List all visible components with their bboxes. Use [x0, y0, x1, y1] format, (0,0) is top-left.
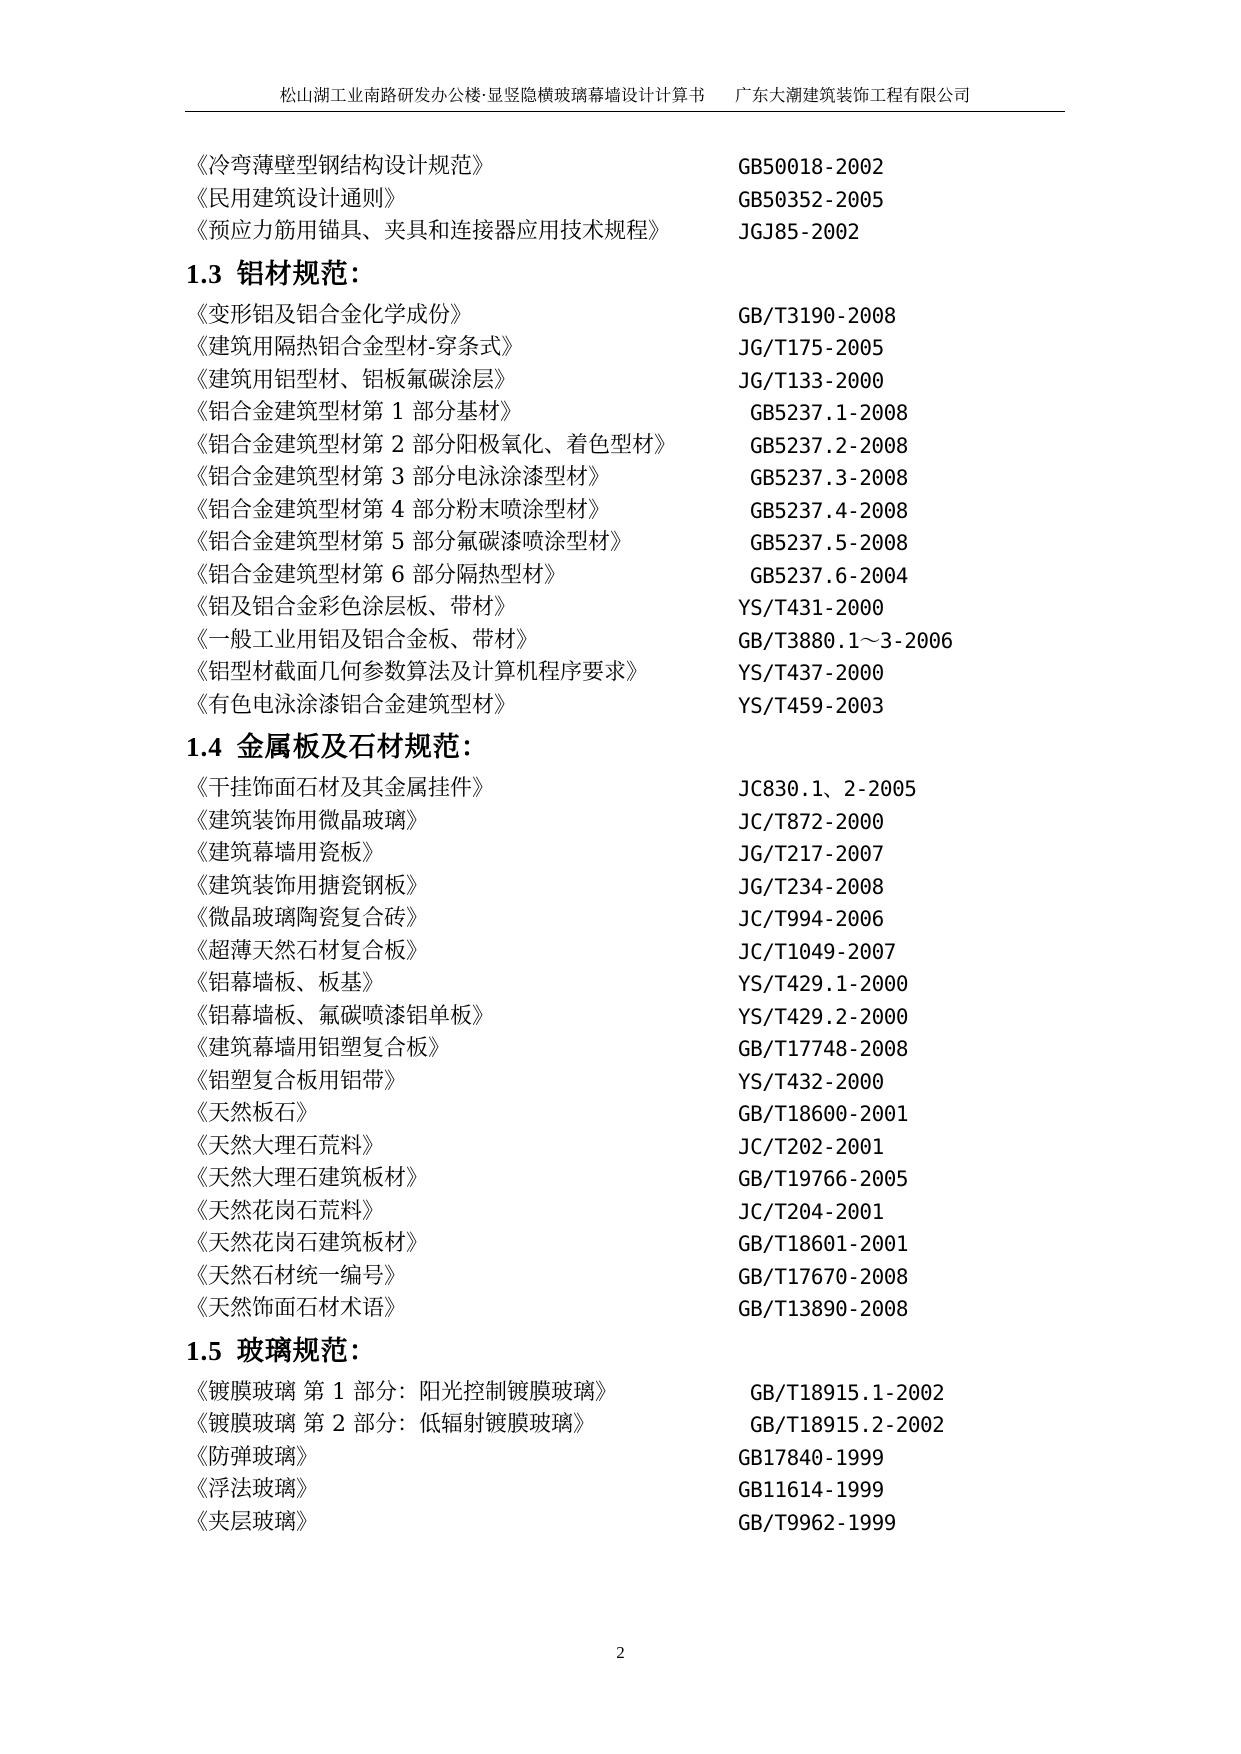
- standard-code: JG/T133-2000: [738, 368, 884, 393]
- section-title: 玻璃规范：: [236, 1335, 377, 1366]
- standard-row: [186, 1098, 1066, 1131]
- standard-row: [186, 592, 1066, 625]
- standard-row: [186, 657, 1066, 690]
- standard-code: GB5237.6-2004: [750, 563, 908, 588]
- standard-title: 《建筑装饰用搪瓷钢板》: [186, 873, 429, 899]
- standard-row: [186, 462, 1066, 495]
- standard-row: [186, 1163, 1066, 1196]
- standard-title: 《建筑幕墙用铝塑复合板》: [186, 1036, 451, 1061]
- standard-row: [186, 1001, 1066, 1034]
- standard-title: 《浮法玻璃》: [186, 1477, 319, 1502]
- standard-title: 《干挂饰面石材及其金属挂件》: [186, 776, 495, 801]
- standard-title: 《铝合金建筑型材第 2 部分阳极氧化、着色型材》: [186, 432, 676, 458]
- standard-code: GB17840-1999: [738, 1445, 884, 1470]
- standard-code: JGJ85-2002: [738, 220, 860, 244]
- standard-row: [186, 397, 1066, 430]
- standard-code: YS/T429.2-2000: [738, 1004, 909, 1029]
- standard-row: [186, 968, 1066, 1001]
- standard-title: 《铝塑复合板用铝带》: [186, 1068, 407, 1094]
- standard-code: GB5237.1-2008: [750, 401, 908, 425]
- page-header: [185, 82, 1065, 112]
- header-document-title: 松山湖工业南路研发办公楼·显竖隐横玻璃幕墙设计计算书: [279, 86, 706, 105]
- standard-row: [186, 527, 1066, 560]
- standard-row: [186, 871, 1066, 904]
- standard-code: GB/T18600-2001: [738, 1102, 909, 1126]
- standard-title: 《微晶玻璃陶瓷复合砖》: [186, 906, 429, 931]
- standard-title: 《天然饰面石材术语》: [186, 1296, 407, 1321]
- standard-code: YS/T432-2000: [738, 1069, 884, 1094]
- standard-row: [186, 1066, 1066, 1099]
- section-title: 铝材规范：: [236, 258, 377, 289]
- standard-title: 《铝合金建筑型材第 4 部分粉末喷涂型材》: [186, 497, 610, 523]
- standard-code: YS/T431-2000: [738, 596, 884, 620]
- standard-row: [186, 430, 1066, 463]
- standard-code: JG/T217-2007: [738, 842, 884, 866]
- section-heading: [186, 249, 1066, 300]
- section-metal-stone: [186, 722, 1066, 1326]
- section-number: 1.3: [186, 258, 223, 289]
- standard-title: 《建筑幕墙用瓷板》: [186, 841, 385, 866]
- standard-title: 《铝合金建筑型材第 5 部分氟碳漆喷涂型材》: [186, 530, 632, 555]
- standard-title: 《铝幕墙板、板基》: [186, 971, 385, 996]
- standard-code: JC/T1049-2007: [738, 939, 896, 964]
- standard-title: 《天然大理石建筑板材》: [186, 1166, 429, 1191]
- standard-row: [186, 1131, 1066, 1164]
- standard-row: [186, 1033, 1066, 1066]
- standard-code: GB50018-2002: [738, 155, 884, 179]
- standard-row: [186, 151, 1066, 184]
- standard-code: GB/T18601-2001: [738, 1232, 909, 1256]
- standard-code: JG/T234-2008: [738, 874, 884, 899]
- standard-row: [186, 1442, 1066, 1475]
- standard-code: JC/T994-2006: [738, 907, 884, 931]
- standard-title: 《预应力筋用锚具、夹具和连接器应用技术规程》: [186, 219, 671, 244]
- standard-title: 《铝合金建筑型材第 6 部分隔热型材》: [186, 562, 566, 588]
- standard-code: GB/T9962-1999: [738, 1510, 896, 1535]
- standard-title: 《铝型材截面几何参数算法及计算机程序要求》: [186, 660, 649, 685]
- standard-title: 《建筑用隔热铝合金型材-穿条式》: [186, 335, 524, 360]
- standard-row: [186, 1228, 1066, 1261]
- section-title: 金属板及石材规范：: [236, 732, 489, 762]
- standard-title: 《铝及铝合金彩色涂层板、带材》: [186, 595, 517, 620]
- section-number: 1.4: [186, 732, 223, 762]
- standard-title: 《天然大理石荒料》: [186, 1133, 385, 1159]
- standard-title: 《夹层玻璃》: [186, 1509, 319, 1535]
- standard-code: GB5237.5-2008: [750, 531, 908, 555]
- standard-row: [186, 1377, 1066, 1410]
- standard-row: [186, 806, 1066, 839]
- standard-title: 《天然花岗石荒料》: [186, 1198, 385, 1224]
- standard-title: 《民用建筑设计通则》: [186, 186, 407, 212]
- standard-code: GB/T3190-2008: [738, 303, 896, 328]
- standard-code: GB5237.2-2008: [750, 433, 908, 458]
- standard-title: 《镀膜玻璃 第 2 部分：低辐射镀膜玻璃》: [186, 1412, 595, 1437]
- standard-row: [186, 300, 1066, 333]
- standard-title: 《天然板石》: [186, 1101, 319, 1126]
- standard-title: 《铝幕墙板、氟碳喷漆铝单板》: [186, 1003, 495, 1029]
- standard-code: GB5237.4-2008: [750, 498, 908, 523]
- standard-code: GB/T19766-2005: [738, 1167, 909, 1191]
- standard-code: JC/T872-2000: [738, 809, 884, 834]
- section-heading: [186, 722, 1066, 773]
- standard-code: GB/T13890-2008: [738, 1297, 909, 1321]
- standard-title: 《建筑装饰用微晶玻璃》: [186, 808, 429, 834]
- section-heading: [186, 1326, 1066, 1377]
- standard-row: [186, 625, 1066, 658]
- standard-row: [186, 560, 1066, 593]
- standard-code: YS/T429.1-2000: [738, 972, 909, 996]
- standard-title: 《镀膜玻璃 第 1 部分：阳光控制镀膜玻璃》: [186, 1379, 617, 1405]
- standard-code: JG/T175-2005: [738, 336, 884, 360]
- standard-code: GB/T18915.2-2002: [750, 1413, 945, 1437]
- standard-row: [186, 838, 1066, 871]
- standard-title: 《一般工业用铝及铝合金板、带材》: [186, 627, 539, 653]
- standard-code: JC/T202-2001: [738, 1134, 884, 1159]
- standard-row: [186, 365, 1066, 398]
- standard-code: JC/T204-2001: [738, 1199, 884, 1224]
- standard-row: [186, 1196, 1066, 1229]
- standard-code: YS/T459-2003: [738, 693, 884, 718]
- standard-row: [186, 1293, 1066, 1326]
- standard-row: [186, 1261, 1066, 1294]
- standard-title: 《建筑用铝型材、铝板氟碳涂层》: [186, 367, 517, 393]
- standard-row: [186, 332, 1066, 365]
- standard-row: [186, 184, 1066, 217]
- standard-row: [186, 495, 1066, 528]
- section-number: 1.5: [186, 1335, 223, 1366]
- page-content: [186, 151, 1066, 1539]
- standard-row: [186, 773, 1066, 806]
- standard-row: [186, 216, 1066, 249]
- standard-row: [186, 903, 1066, 936]
- standard-row: [186, 936, 1066, 969]
- standard-row: [186, 690, 1066, 723]
- standard-code: GB5237.3-2008: [750, 466, 908, 490]
- standard-code: GB50352-2005: [738, 187, 884, 212]
- standard-code: GB/T18915.1-2002: [750, 1380, 945, 1405]
- intro-standards: [186, 151, 1066, 249]
- header-company-name: 广东大潮建筑装饰工程有限公司: [735, 86, 971, 105]
- standard-title: 《铝合金建筑型材第 3 部分电泳涂漆型材》: [186, 465, 610, 490]
- standard-row: [186, 1474, 1066, 1507]
- standard-row: [186, 1409, 1066, 1442]
- standard-title: 《超薄天然石材复合板》: [186, 938, 429, 964]
- standard-title: 《变形铝及铝合金化学成份》: [186, 302, 473, 328]
- standard-code: GB/T17748-2008: [738, 1037, 909, 1061]
- standard-code: YS/T437-2000: [738, 661, 884, 685]
- standard-title: 《天然石材统一编号》: [186, 1263, 407, 1289]
- standard-title: 《天然花岗石建筑板材》: [186, 1231, 429, 1256]
- standard-code: GB11614-1999: [738, 1478, 884, 1502]
- standard-code: GB/T3880.1～3-2006: [738, 628, 953, 653]
- standard-row: [186, 1507, 1066, 1540]
- standard-title: 《铝合金建筑型材第 1 部分基材》: [186, 400, 522, 425]
- page-number: 2: [616, 1643, 625, 1662]
- standard-title: 《防弹玻璃》: [186, 1444, 319, 1470]
- section-glass: [186, 1326, 1066, 1540]
- standard-title: 《有色电泳涂漆铝合金建筑型材》: [186, 692, 517, 718]
- standard-code: JC830.1、2-2005: [738, 777, 917, 801]
- section-aluminum: [186, 249, 1066, 723]
- standard-code: GB/T17670-2008: [738, 1264, 909, 1289]
- standard-title: 《冷弯薄壁型钢结构设计规范》: [186, 154, 495, 179]
